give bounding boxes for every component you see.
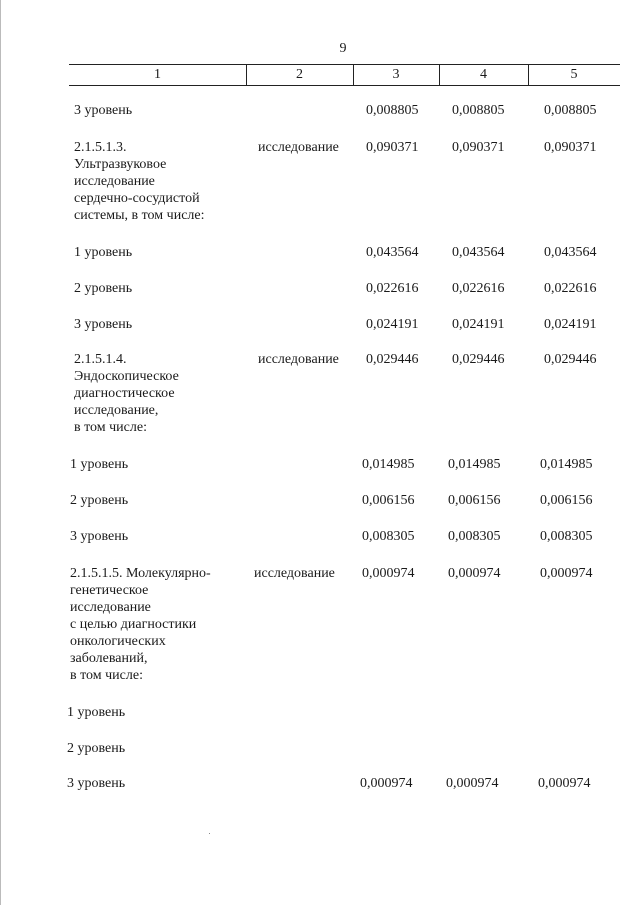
row-value-col4: 0,014985 <box>448 457 501 472</box>
row-value-col3: 0,008305 <box>362 529 415 544</box>
row-unit: исследование <box>254 566 335 581</box>
row-label: 3 уровень <box>74 103 133 118</box>
row-label: 3 уровень <box>67 776 126 791</box>
row-label: 2 уровень <box>67 741 126 756</box>
row-value-col3: 0,008805 <box>366 103 419 118</box>
row-label: 2.1.5.1.4. Эндоскопическое диагностическое исследование, в том числе: <box>74 352 179 435</box>
header-col-5: 5 <box>570 67 578 82</box>
row-value-col4: 0,000974 <box>448 566 501 581</box>
header-col-2: 2 <box>296 67 303 82</box>
row-value-col4: 0,000974 <box>446 776 499 791</box>
header-col-3: 3 <box>392 67 400 82</box>
row-label: 1 уровень <box>70 457 129 472</box>
row-value-col4: 0,008305 <box>448 529 501 544</box>
row-value-col3: 0,014985 <box>362 457 415 472</box>
row-label: 2.1.5.1.5. Молекулярно- генетическое исследование с целью диагностики онкологических заболеваний, в том числе: <box>70 566 211 683</box>
row-value-col3: 0,000974 <box>360 776 413 791</box>
row-value-col5: 0,006156 <box>540 493 593 508</box>
row-value-col3: 0,022616 <box>366 281 419 296</box>
row-value-col3: 0,006156 <box>362 493 415 508</box>
header-col-1: 1 <box>154 67 161 82</box>
row-value-col5: 0,008805 <box>544 103 597 118</box>
table-header <box>69 64 620 86</box>
row-value-col4: 0,006156 <box>448 493 501 508</box>
row-label: 2.1.5.1.3. Ультразвуковое исследование сердечно-сосудистой системы, в том числе: <box>74 140 205 223</box>
row-value-col3: 0,024191 <box>366 317 419 332</box>
row-value-col4: 0,008805 <box>452 103 505 118</box>
row-unit: исследование <box>258 352 339 367</box>
row-value-col5: 0,014985 <box>540 457 593 472</box>
row-value-col5: 0,000974 <box>538 776 591 791</box>
scan-speck <box>209 833 210 834</box>
row-value-col5: 0,000974 <box>540 566 593 581</box>
row-label: 2 уровень <box>70 493 129 508</box>
row-value-col3: 0,000974 <box>362 566 415 581</box>
row-value-col4: 0,043564 <box>452 245 505 260</box>
row-value-col5: 0,022616 <box>544 281 597 296</box>
row-label: 1 уровень <box>67 705 126 720</box>
row-label: 2 уровень <box>74 281 133 296</box>
scan-edge <box>0 0 5 905</box>
row-value-col3: 0,090371 <box>366 140 419 155</box>
row-value-col5: 0,090371 <box>544 140 597 155</box>
row-value-col5: 0,024191 <box>544 317 597 332</box>
row-value-col4: 0,090371 <box>452 140 505 155</box>
row-value-col3: 0,043564 <box>366 245 419 260</box>
row-value-col4: 0,022616 <box>452 281 505 296</box>
row-value-col4: 0,029446 <box>452 352 505 367</box>
row-label: 3 уровень <box>74 317 133 332</box>
row-label: 3 уровень <box>70 529 129 544</box>
row-value-col5: 0,043564 <box>544 245 597 260</box>
row-value-col4: 0,024191 <box>452 317 505 332</box>
row-value-col5: 0,008305 <box>540 529 593 544</box>
row-value-col5: 0,029446 <box>544 352 597 367</box>
row-label: 1 уровень <box>74 245 133 260</box>
row-unit: исследование <box>258 140 339 155</box>
row-value-col3: 0,029446 <box>366 352 419 367</box>
header-col-4: 4 <box>480 67 487 82</box>
page-number: 9 <box>339 41 347 56</box>
